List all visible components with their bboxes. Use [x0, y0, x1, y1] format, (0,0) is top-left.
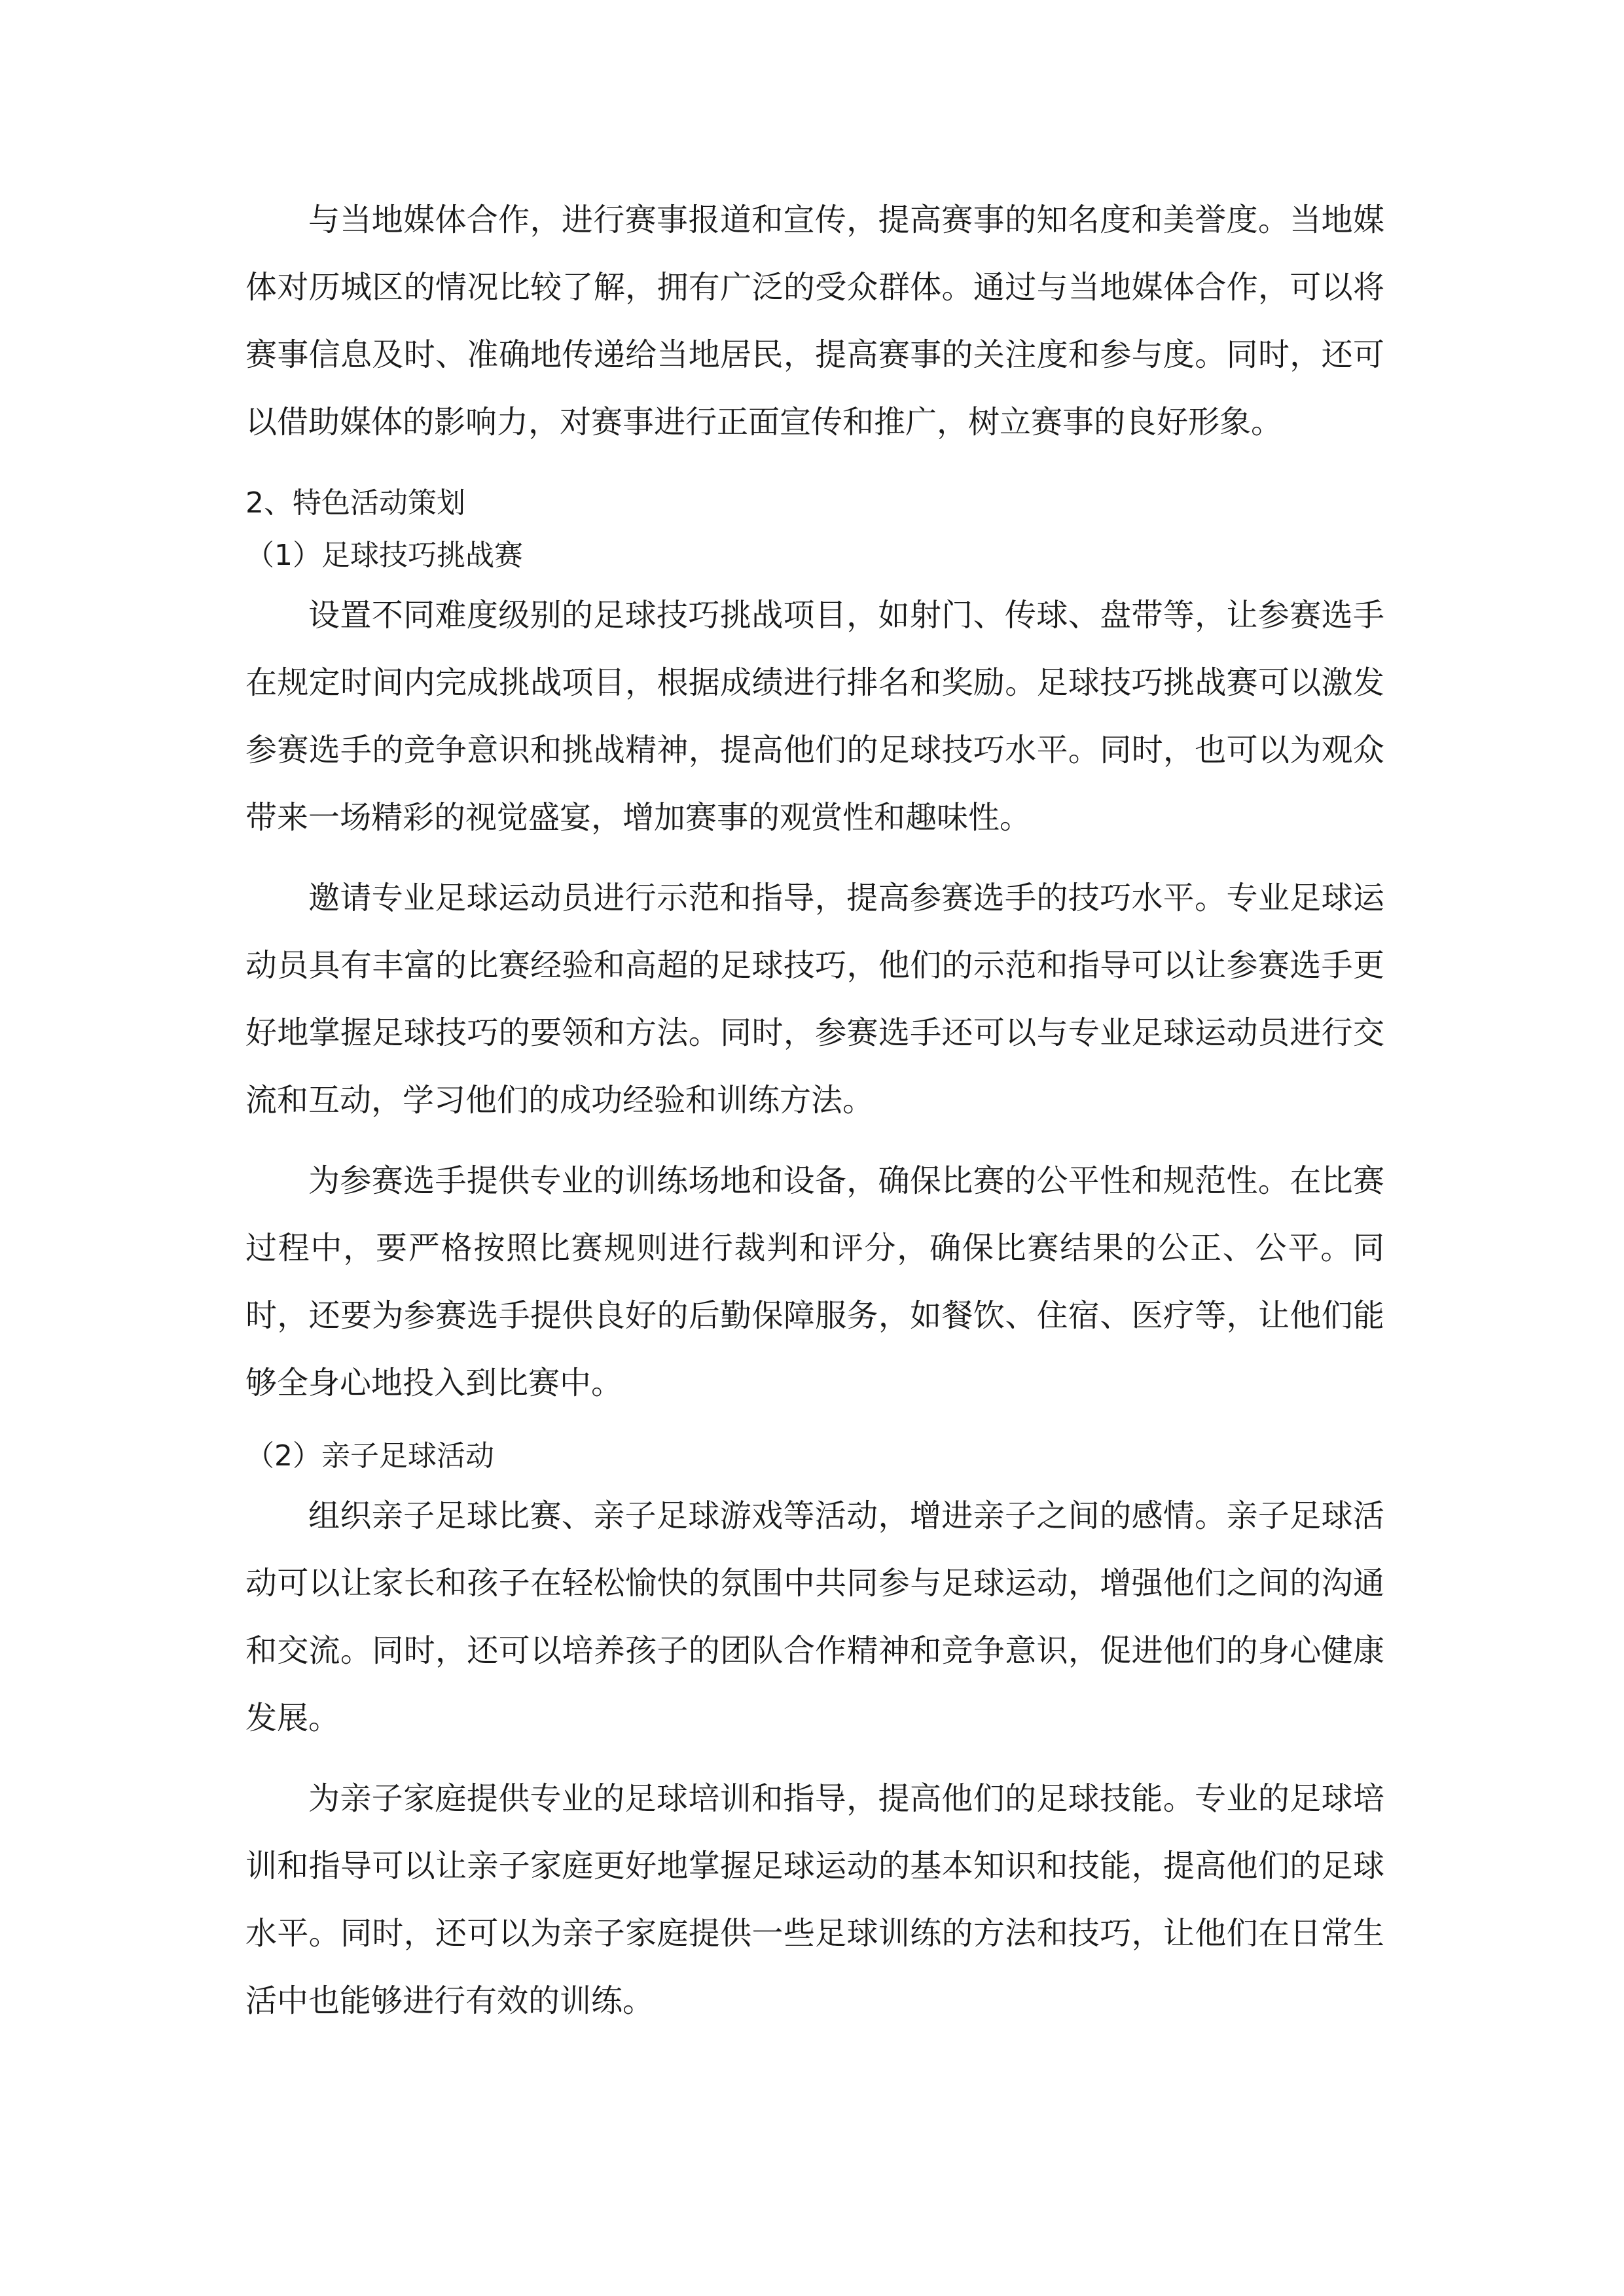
paragraph-skill-challenge-1: 设置不同难度级别的足球技巧挑战项目，如射门、传球、盘带等，让参赛选手在规定时间内完成挑战项目，根据成绩进行排名和奖励。足球技巧挑战赛可以激发参赛选手的竞争意识和挑战精神，提高他们的足球技巧水平。同时，也可以为观众带来一场精彩的视觉盛宴，增加赛事的观赏性和趣味性。 — [245, 597, 1384, 836]
subsection-heading-skill-challenge: （1）足球技巧挑战赛 — [245, 539, 523, 572]
document-body — [245, 187, 1384, 2048]
subsection-heading-parent-child: （2）亲子足球活动 — [245, 1439, 494, 1473]
paragraph-parent-child-2: 为亲子家庭提供专业的足球培训和指导，提高他们的足球技能。专业的足球培训和指导可以让亲子家庭更好地掌握足球运动的基本知识和技能，提高他们的足球水平。同时，还可以为亲子家庭提供一些足球训练的方法和技巧，让他们在日常生活中也能够进行有效的训练。 — [245, 1780, 1384, 2019]
paragraph-skill-challenge-3: 为参赛选手提供专业的训练场地和设备，确保比赛的公平性和规范性。在比赛过程中，要严格按照比赛规则进行裁判和评分，确保比赛结果的公正、公平。同时，还要为参赛选手提供良好的后勤保障服务，如餐饮、住宿、医疗等，让他们能够全身心地投入到比赛中。 — [245, 1162, 1384, 1401]
paragraph-skill-challenge-2: 邀请专业足球运动员进行示范和指导，提高参赛选手的技巧水平。专业足球运动员具有丰富的比赛经验和高超的足球技巧，他们的示范和指导可以让参赛选手更好地掌握足球技巧的要领和方法。同时，参赛选手还可以与专业足球运动员进行交流和互动，学习他们的成功经验和训练方法。 — [245, 880, 1384, 1119]
paragraph-media-cooperation: 与当地媒体合作，进行赛事报道和宣传，提高赛事的知名度和美誉度。当地媒体对历城区的情况比较了解，拥有广泛的受众群体。通过与当地媒体合作，可以将赛事信息及时、准确地传递给当地居民，提高赛事的关注度和参与度。同时，还可以借助媒体的影响力，对赛事进行正面宣传和推广，树立赛事的良好形象。 — [245, 202, 1384, 440]
section-heading-special-activities: 2、特色活动策划 — [245, 486, 465, 520]
paragraph-parent-child-1: 组织亲子足球比赛、亲子足球游戏等活动，增进亲子之间的感情。亲子足球活动可以让家长和孩子在轻松愉快的氛围中共同参与足球运动，增强他们之间的沟通和交流。同时，还可以培养孩子的团队合作精神和竞争意识，促进他们的身心健康发展。 — [245, 1498, 1384, 1736]
